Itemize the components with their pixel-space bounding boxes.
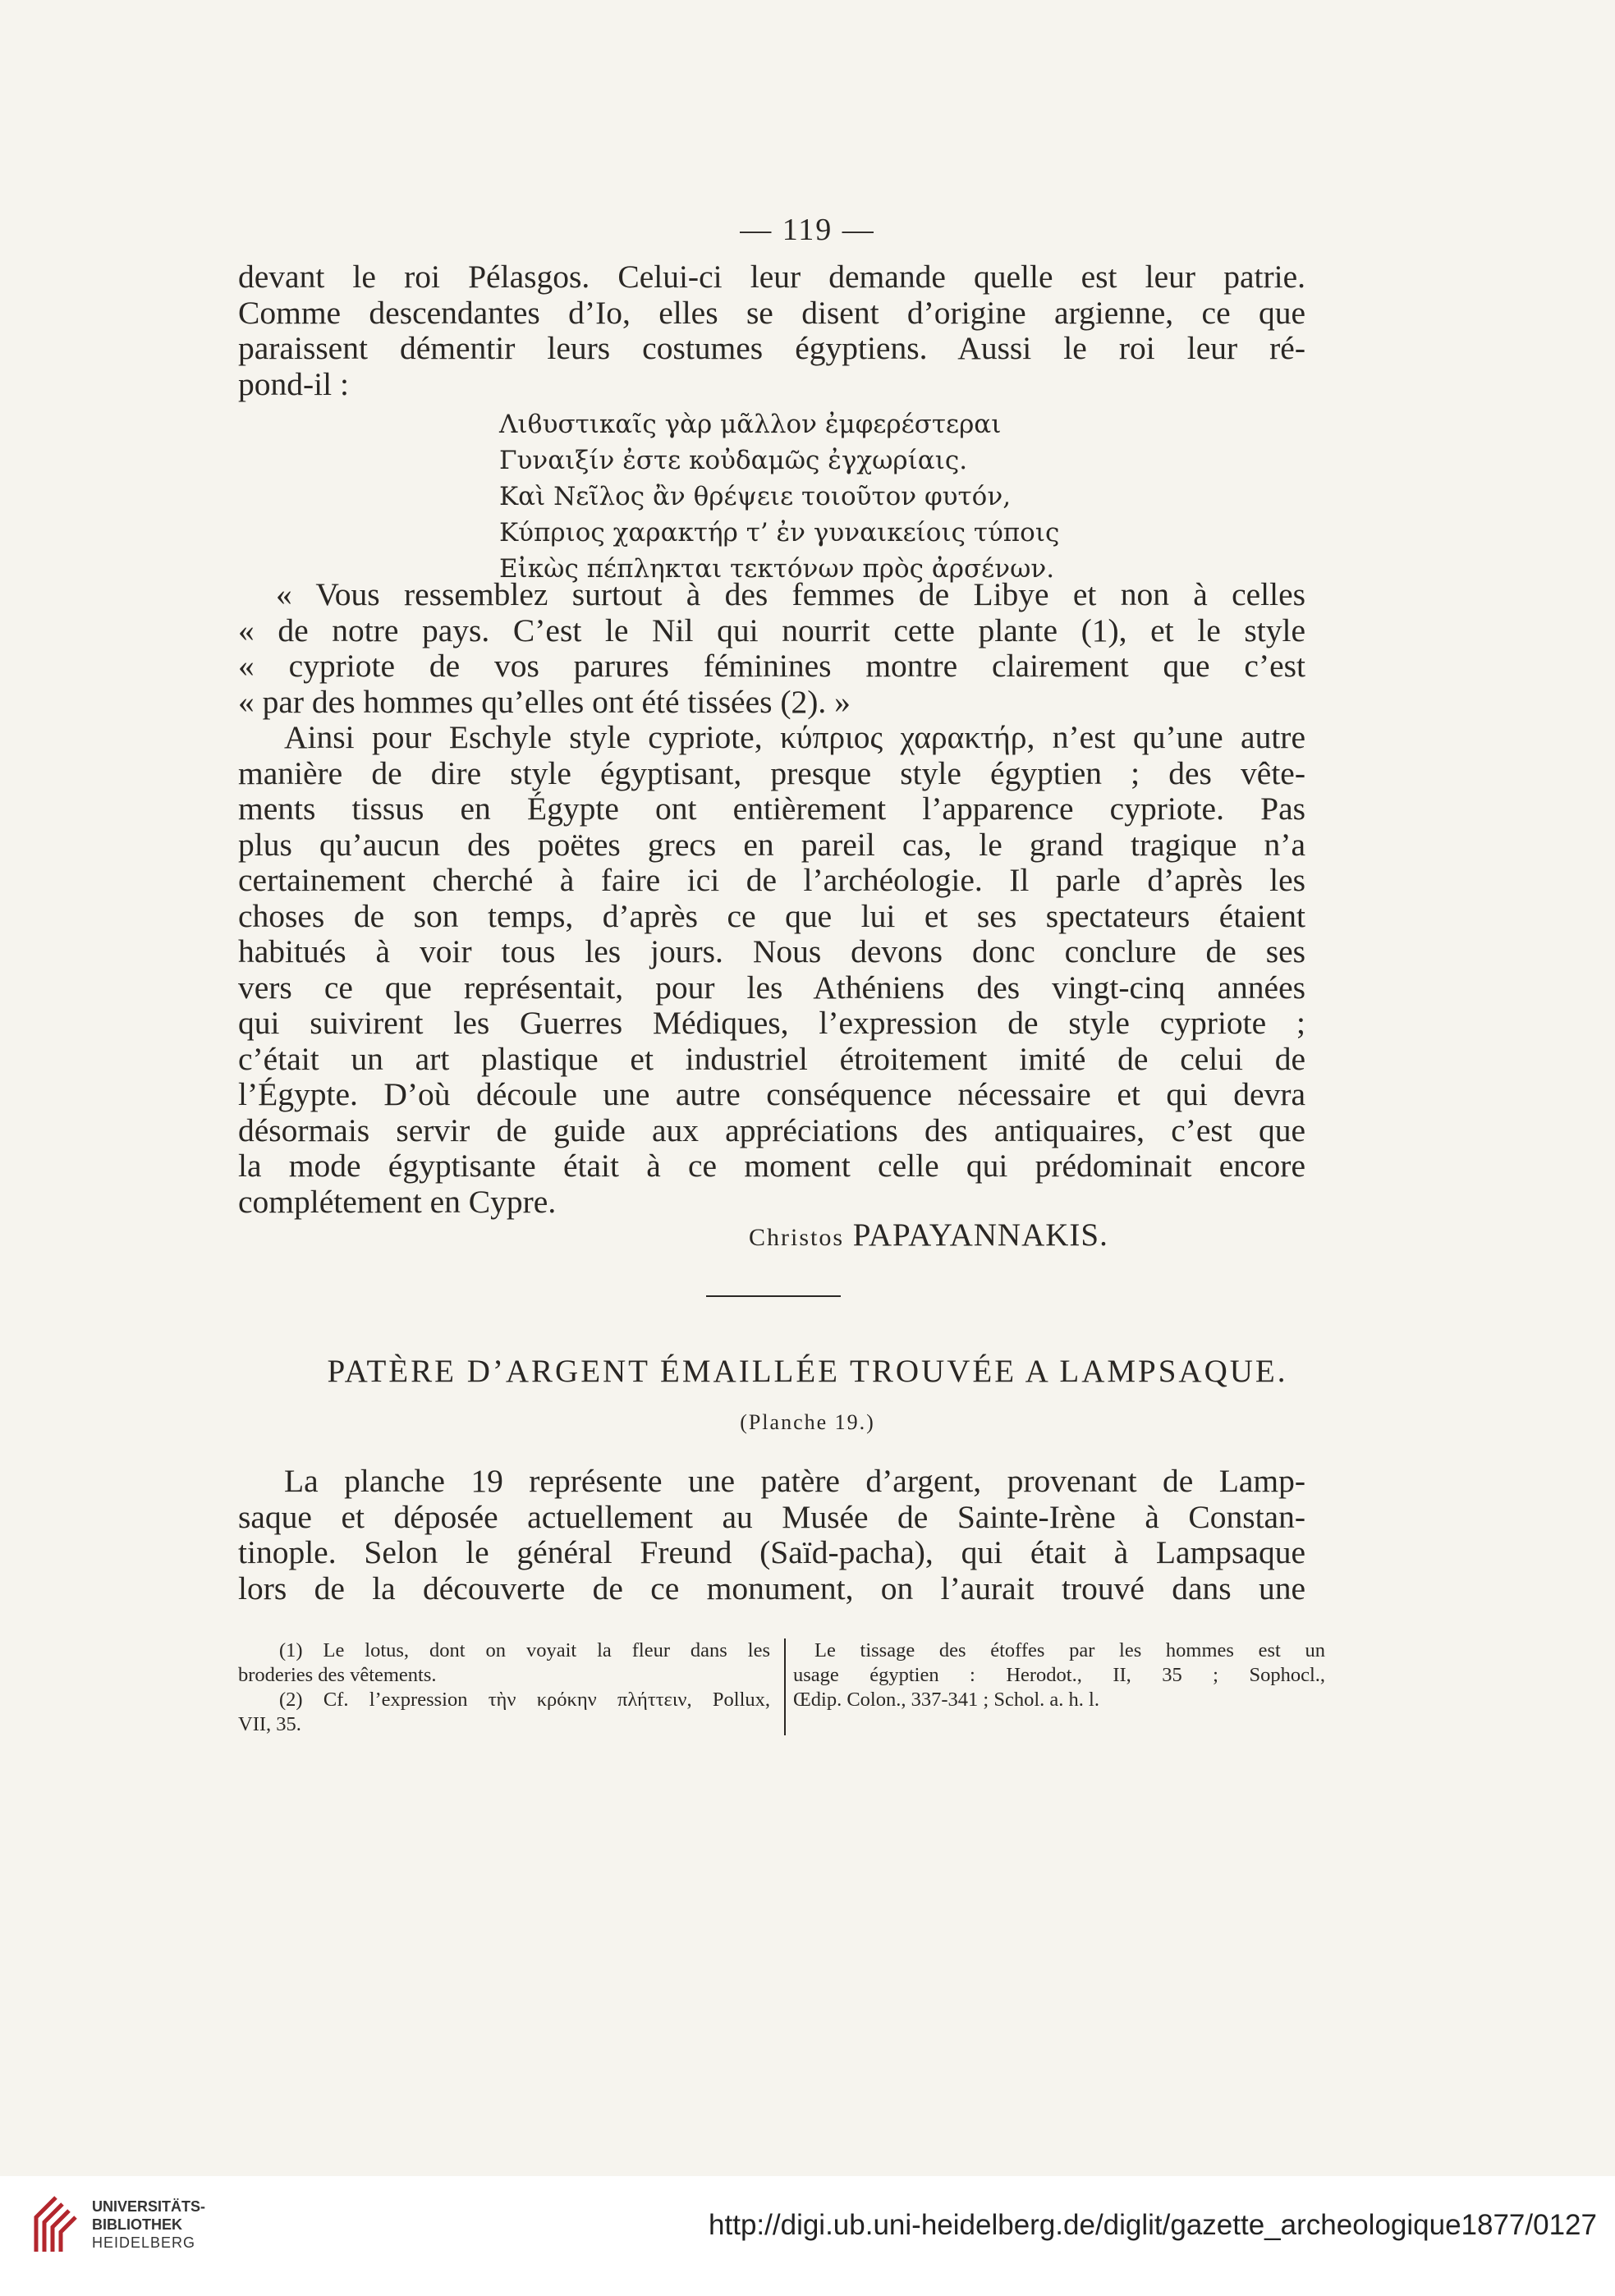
- greek-line: Εἰκὼς πέπληκται τεκτόνων πρὸς ἀρσένων.: [499, 554, 1055, 584]
- text-line: complétement en Cypre.: [238, 1183, 557, 1220]
- text-line: « de notre pays. C’est le Nil qui nourrit cette plante (1), et le style: [238, 612, 1305, 648]
- greek-line: Καὶ Νεῖλος ἂν θρέψειε τοιοῦτον φυτόν,: [499, 482, 1012, 511]
- digitization-footer: [0, 2176, 1615, 2296]
- text-line: lors de la découverte de ce monument, on l’aurait trouvé dans une: [238, 1570, 1305, 1606]
- author-last-name: PAPAYANNAKIS.: [852, 1217, 1108, 1253]
- footnote-line: broderies des vêtements.: [238, 1664, 437, 1686]
- greek-line: Κύπριος χαρακτήρ τ’ ἐν γυναικείοις τύποις: [499, 518, 1060, 548]
- footnotes-right-column: [793, 1638, 1325, 1712]
- library-name-line: BIBLIOTHEK: [92, 2216, 182, 2233]
- text-line: manière de dire style égyptisant, presque style égyptien ; des vête-: [238, 754, 1305, 791]
- text-line: tinople. Selon le général Freund (Saïd-pacha), qui était à Lampsaque: [238, 1534, 1305, 1570]
- footnote-line: Œdip. Colon., 337-341 ; Schol. a. h. l.: [793, 1689, 1099, 1711]
- text-line: la mode égyptisante était à ce moment celle qui prédominait encore: [238, 1148, 1305, 1184]
- footnote-line: usage égyptien : Herodot., II, 35 ; Sophocl.,: [793, 1664, 1325, 1686]
- translation-paragraph: [238, 577, 1305, 720]
- library-name-line: UNIVERSITÄTS-: [92, 2198, 206, 2215]
- author-signature: [749, 1217, 1108, 1253]
- author-first-name: Christos: [749, 1224, 845, 1251]
- paragraph-3: [238, 720, 1305, 1220]
- text-line: paraissent démentir leurs costumes égyptiens. Aussi le roi leur ré-: [238, 330, 1305, 366]
- text-line: Comme descendantes d’Io, elles se disent d’origine argienne, ce que: [238, 294, 1305, 331]
- text-line: qui suivirent les Guerres Médiques, l’expression de style cypriote ;: [238, 1005, 1305, 1041]
- footnote-line: (1) Le lotus, dont on voyait la fleur dans les: [279, 1639, 770, 1661]
- text-line: habitués à voir tous les jours. Nous devons donc conclure de ses: [238, 933, 1305, 969]
- footnote-column-divider: [784, 1638, 786, 1735]
- source-url-link[interactable]: http://digi.ub.uni-heidelberg.de/diglit/gazette_archeologique1877/0127: [709, 2209, 1597, 2241]
- paragraph-4: [238, 1464, 1305, 1606]
- text-line: vers ce que représentait, pour les Athéniens des vingt-cinq années: [238, 969, 1305, 1006]
- text-line: choses de son temps, d’après ce que lui et ses spectateurs étaient: [238, 897, 1305, 934]
- text-line: c’était un art plastique et industriel étroitement imité de celui de: [238, 1040, 1305, 1077]
- greek-line: Γυναιξίν ἐστε κοὐδαμῶς ἐγχωρίαις.: [499, 446, 968, 475]
- text-line: La planche 19 représente une patère d’argent, provenant de Lamp-: [284, 1463, 1305, 1499]
- text-line: désormais servir de guide aux appréciations des antiquaires, c’est que: [238, 1111, 1305, 1148]
- text-line: certainement cherché à faire ici de l’archéologie. Il parle d’après les: [238, 862, 1305, 898]
- page-number: — 119 —: [740, 213, 875, 247]
- text-line: ments tissus en Égypte ont entièrement l’apparence cypriote. Pas: [238, 791, 1305, 827]
- footnote-line: Le tissage des étoffes par les hommes est un: [814, 1639, 1325, 1661]
- text-line: l’Égypte. D’où découle une autre conséquence nécessaire et qui devra: [238, 1076, 1305, 1112]
- text-line: devant le roi Pélasgos. Celui-ci leur demande quelle est leur patrie.: [238, 259, 1305, 295]
- plate-reference: (Planche 19.): [740, 1410, 875, 1434]
- text-line: plus qu’aucun des poëtes grecs en pareil cas, le grand tragique n’a: [238, 826, 1305, 863]
- text-line: « Vous ressemblez surtout à des femmes de Libye et non à celles: [276, 576, 1305, 612]
- text-line: « cypriote de vos parures féminines montre clairement que c’est: [238, 648, 1305, 684]
- footnote-line: (2) Cf. l’expression τὴν κρόκην πλήττειν, Pollux,: [279, 1689, 770, 1711]
- footnote-line: VII, 35.: [238, 1713, 301, 1735]
- footnotes-left-column: [238, 1638, 770, 1737]
- text-line: Ainsi pour Eschyle style cypriote, κύπριος χαρακτήρ, n’est qu’une autre: [284, 719, 1305, 755]
- text-line: « par des hommes qu’elles ont été tissées (2). »: [238, 683, 851, 720]
- greek-line: Λιϐυστικαῖς γὰρ μᾶλλον ἐμφερέστεραι: [499, 410, 1002, 439]
- text-line: saque et déposée actuellement au Musée de Sainte-Irène à Constan-: [238, 1498, 1305, 1535]
- library-name-line: HEIDELBERG: [92, 2234, 196, 2251]
- greek-quotation: [499, 406, 1059, 587]
- library-name: [92, 2197, 205, 2252]
- ub-heidelberg-logo-icon: [31, 2193, 84, 2257]
- section-divider: [706, 1295, 841, 1297]
- article-title: PATÈRE D’ARGENT ÉMAILLÉE TROUVÉE A LAMPSAQUE.: [327, 1354, 1288, 1389]
- paragraph-1: [238, 259, 1305, 402]
- text-line: pond-il :: [238, 365, 349, 402]
